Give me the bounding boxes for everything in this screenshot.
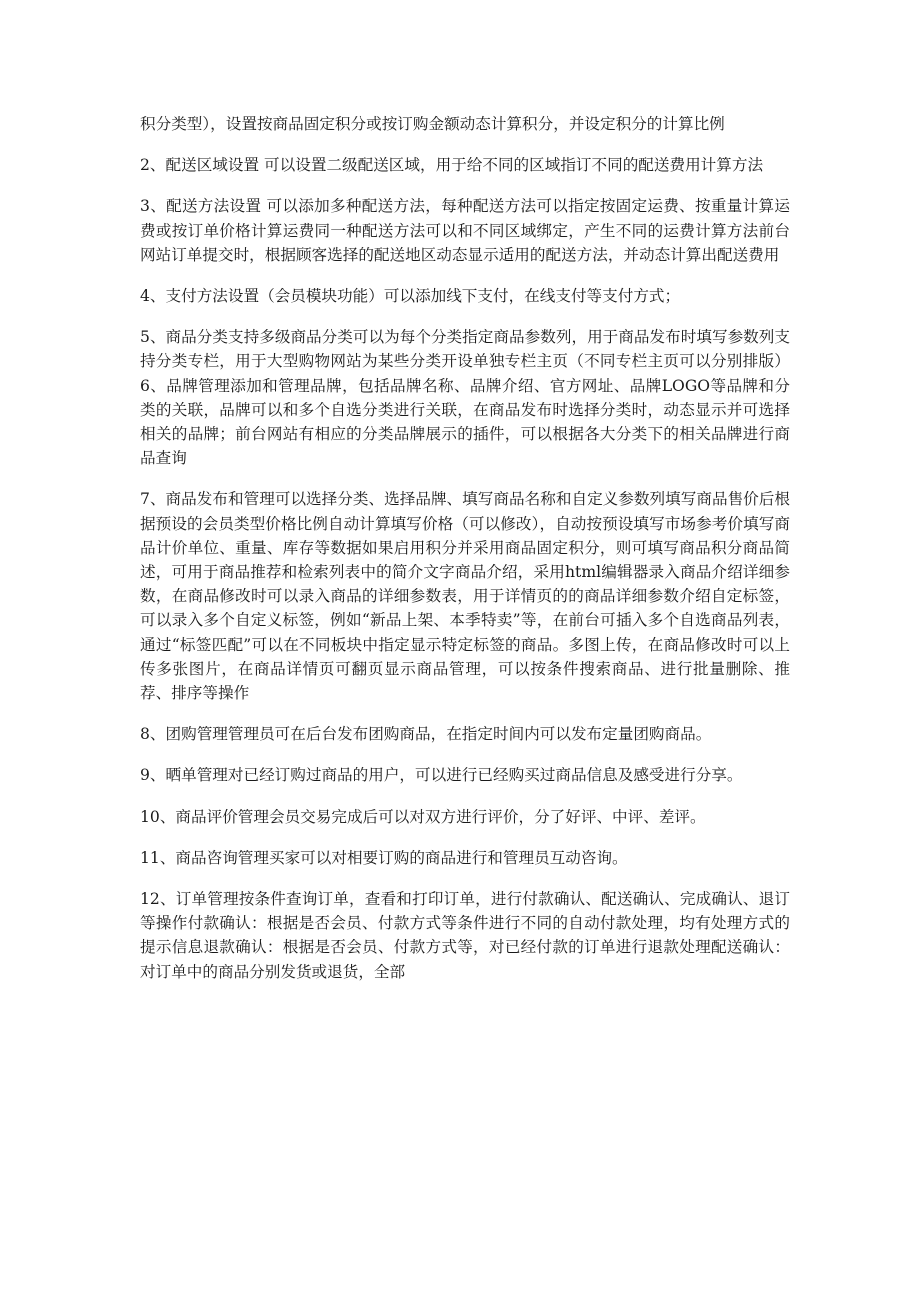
document-body <box>140 112 790 1001</box>
paragraph-points-type: 积分类型），设置按商品固定积分或按订购金额动态计算积分，并设定积分的计算比例 <box>140 115 725 133</box>
paragraph-product-publish: 7、商品发布和管理可以选择分类、选择品牌、填写商品名称和自定义参数列填写商品售价后根据预设的会员类型价格比例自动计算填写价格（可以修改），自动按预设填写市场参考价填写商品计价单位、重量、库存等数据如果启用积分并采用商品固定积分，则可填写商品积分商品简述，可用于商品推荐和检索列表中的简介文字商品介绍，采用html编辑器录入商品介绍详细参数，在商品修改时可以录入商品的详细参数表，用于详情页的的商品详细参数介绍自定标签，可以录入多个自定义标签，例如“新品上架、本季特卖”等，在前台可插入多个自选商品列表，通过“标签匹配”可以在不同板块中指定显示特定标签的商品。多图上传，在商品修改时可以上传多张图片，在商品详情页可翻页显示商品管理，可以按条件搜索商品、进行批量删除、推荐、排序等操作 <box>140 490 790 703</box>
paragraph-category-brand: 5、商品分类支持多级商品分类可以为每个分类指定商品参数列，用于商品发布时填写参数列支持分类专栏，用于大型购物网站为某些分类开设单独专栏主页（不同专栏主页可以分别排版） 6、品牌管理添加和管理品牌，包括品牌名称、品牌介绍、官方网址、品牌LOGO等品牌和分类的关联，品牌可以和多个自选分类进行关联，在商品发布时选择分类时，动态显示并可选择相关的品牌；前台网站有相应的分类品牌展示的插件，可以根据各大分类下的相关品牌进行商品查询 <box>140 328 790 468</box>
paragraph-delivery-region: 2、配送区域设置 可以设置二级配送区域，用于给不同的区域指订不同的配送费用计算方法 <box>140 156 764 175</box>
paragraph-delivery-method: 3、配送方法设置 可以添加多种配送方法，每种配送方法可以指定按固定运费、按重量计算运费或按订单价格计算运费同一种配送方法可以和不同区域绑定，产生不同的运费计算方法前台网站订单提交时，根据顾客选择的配送地区动态显示适用的配送方法，并动态计算出配送费用 <box>140 197 790 264</box>
paragraph-payment-method: 4、支付方法设置（会员模块功能）可以添加线下支付，在线支付等支付方式； <box>140 287 681 306</box>
paragraph-product-inquiry: 11、商品咨询管理买家可以对相要订购的商品进行和管理员互动咨询。 <box>140 848 628 867</box>
paragraph-order-management: 12、订单管理按条件查询订单，查看和打印订单，进行付款确认、配送确认、完成确认、退订等操作付款确认：根据是否会员、付款方式等条件进行不同的自动付款处理，均有处理方式的提示信息退款确认：根据是否会员、付款方式等，对已经付款的订单进行退款处理配送确认：对订单中的商品分别发货或退货，全部 <box>140 890 790 981</box>
paragraph-show-order: 9、晒单管理对已经订购过商品的用户，可以进行已经购买过商品信息及感受进行分享。 <box>140 766 743 785</box>
paragraph-group-buy: 8、团购管理管理员可在后台发布团购商品，在指定时间内可以发布定量团购商品。 <box>140 725 712 744</box>
paragraph-product-review: 10、商品评价管理会员交易完成后可以对双方进行评价，分了好评、中评、差评。 <box>140 807 706 826</box>
